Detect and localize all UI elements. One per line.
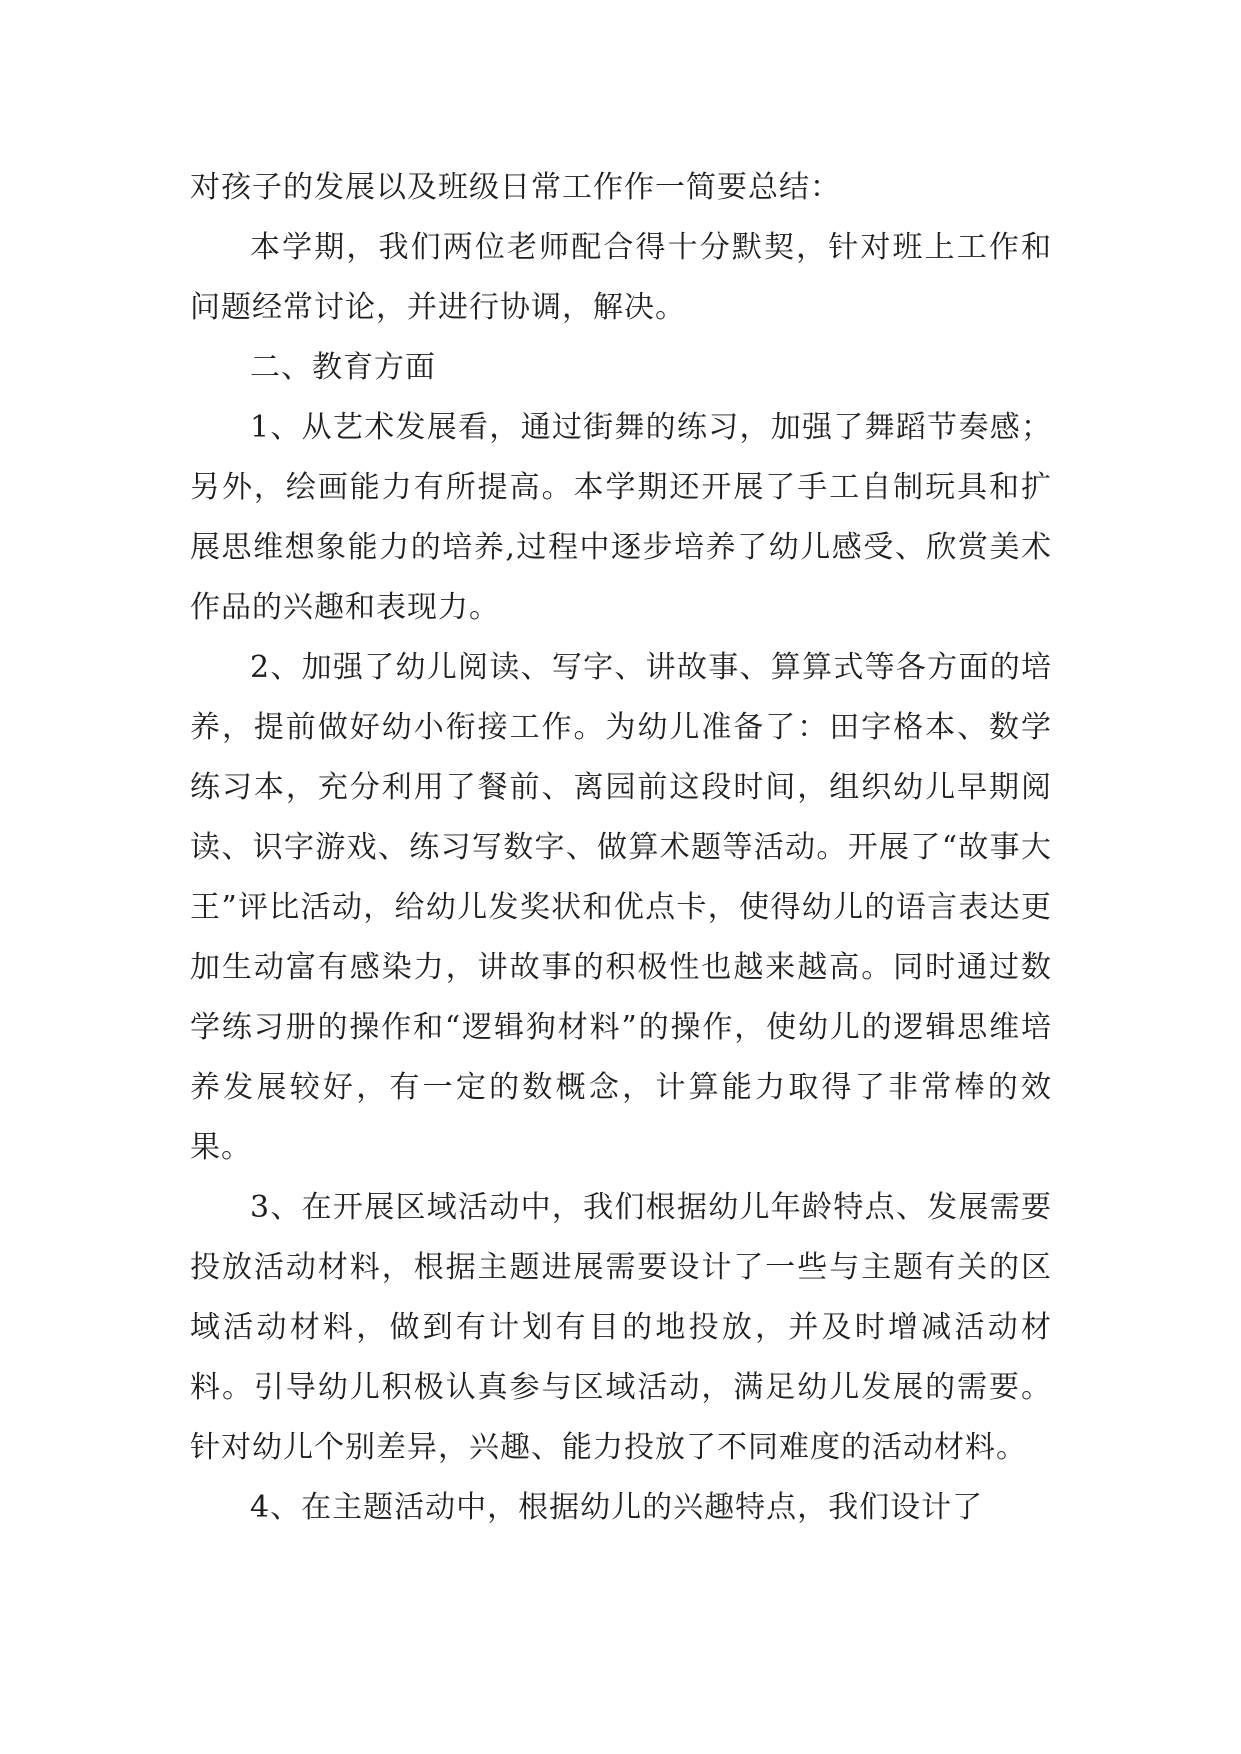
paragraph-intro: 对孩子的发展以及班级日常工作作一简要总结： — [190, 170, 841, 205]
document-body — [190, 158, 1052, 1538]
paragraph-area-activities: 3、在开展区域活动中，我们根据幼儿年龄特点、发展需要投放活动材料，根据主题进展需要设计了一些与主题有关的区域活动材料，做到有计划有目的地投放，并及时增减活动材料。引导幼儿积极认真参与区域活动，满足幼儿发展的需要。针对幼儿个别差异，兴趣、能力投放了不同难度的活动材料。 — [190, 1190, 1052, 1465]
paragraph-theme-activities: 4、在主题活动中，根据幼儿的兴趣特点，我们设计了 — [250, 1490, 984, 1525]
paragraph-teachers: 本学期，我们两位老师配合得十分默契，针对班上工作和问题经常讨论，并进行协调，解决。 — [190, 230, 1052, 325]
section-heading-education: 二、教育方面 — [250, 350, 436, 385]
paragraph-reading: 2、加强了幼儿阅读、写字、讲故事、算算式等各方面的培养，提前做好幼小衔接工作。为幼儿准备了：田字格本、数学练习本，充分利用了餐前、离园前这段时间，组织幼儿早期阅读、识字游戏、练习写数字、做算术题等活动。开展了“故事大王”评比活动，给幼儿发奖状和优点卡，使得幼儿的语言表达更加生动富有感染力，讲故事的积极性也越来越高。同时通过数学练习册的操作和“逻辑狗材料”的操作，使幼儿的逻辑思维培养发展较好，有一定的数概念，计算能力取得了非常棒的效果。 — [190, 650, 1052, 1165]
paragraph-art: 1、从艺术发展看，通过街舞的练习，加强了舞蹈节奏感；另外，绘画能力有所提高。本学期还开展了手工自制玩具和扩展思维想象能力的培养,过程中逐步培养了幼儿感受、欣赏美术作品的兴趣和表现力。 — [190, 410, 1052, 625]
